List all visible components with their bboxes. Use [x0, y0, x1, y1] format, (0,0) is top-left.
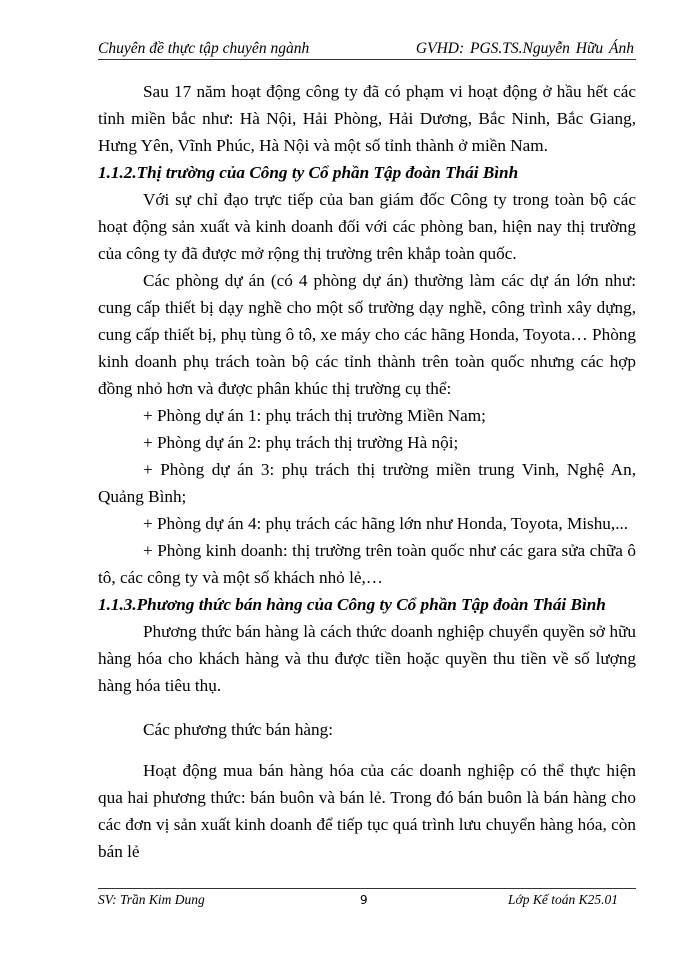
paragraph-sales-methods-intro: Các phương thức bán hàng:	[143, 720, 334, 739]
list-item-project-dept-2: + Phòng dự án 2: phụ trách thị trường Hà nội;	[143, 433, 459, 452]
page-body	[98, 78, 636, 865]
list-item-project-dept-1: + Phòng dự án 1: phụ trách thị trường Miền Nam;	[143, 406, 486, 425]
list-item-project-dept-3: + Phòng dự án 3: phụ trách thị trường miền trung Vinh, Nghệ An, Quảng Bình;	[98, 460, 636, 506]
page-number: 9	[360, 893, 368, 907]
header-supervisor: GVHD: PGS.TS.Nguyễn Hữu Ánh	[415, 40, 634, 57]
paragraph-sales-method-definition: Phương thức bán hàng là cách thức doanh nghiệp chuyển quyền sở hữu hàng hóa cho khách hàng và thu được tiền hoặc quyền thu tiền về số lượng hàng hóa tiêu thụ.	[98, 622, 636, 695]
paragraph-wholesale-retail: Hoạt động mua bán hàng hóa của các doanh nghiệp có thể thực hiện qua hai phương thức: bán buôn và bán lẻ. Trong đó bán buôn là bán hàng cho các đơn vị sản xuất kinh doanh để tiếp tục quá trình lưu chuyển hàng hóa, còn bán lẻ	[98, 761, 636, 861]
header-report-title: Chuyên đề thực tập chuyên ngành	[98, 40, 310, 57]
page-footer	[98, 888, 636, 907]
footer-student-name: SV: Trần Kim Dung	[98, 892, 205, 907]
list-item-sales-dept: + Phòng kinh doanh: thị trường trên toàn quốc như các gara sửa chữa ô tô, các công ty và một số khách nhỏ lẻ,…	[98, 541, 636, 587]
footer-class-name: Lớp Kế toán K25.01	[508, 892, 618, 907]
section-heading-1-1-2: 1.1.2.Thị trường của Công ty Cổ phần Tập đoàn Thái Bình	[98, 163, 519, 182]
section-heading-1-1-3: 1.1.3.Phương thức bán hàng của Công ty Cổ phần Tập đoàn Thái Bình	[98, 595, 606, 614]
paragraph-project-departments: Các phòng dự án (có 4 phòng dự án) thường làm các dự án lớn như: cung cấp thiết bị dạy nghề cho một số trường dạy nghề, công trình xây dựng, cung cấp thiết bị, phụ tùng ô tô, xe máy cho các hãng Honda, Toyota… Phòng kinh doanh phụ trách toàn bộ các tỉnh thành trên toàn quốc nhưng các hợp đồng nhỏ hơn và được phân khúc thị trường cụ thể:	[98, 271, 636, 398]
page-header	[98, 40, 636, 60]
list-item-project-dept-4: + Phòng dự án 4: phụ trách các hãng lớn như Honda, Toyota, Mishu,...	[143, 514, 629, 533]
paragraph-market-direction: Với sự chỉ đạo trực tiếp của ban giám đốc Công ty trong toàn bộ các hoạt động sản xuất và kinh doanh đối với các phòng ban, hiện nay thị trường của công ty đã được mở rộng thị trường trên khắp toàn quốc.	[98, 190, 636, 263]
paragraph-operations-scope: Sau 17 năm hoạt động công ty đã có phạm vi hoạt động ở hầu hết các tỉnh miền bắc như: Hà Nội, Hải Phòng, Hải Dương, Bắc Ninh, Bắc Giang, Hưng Yên, Vĩnh Phúc, Hà Nội và một số tỉnh thành ở miền Nam.	[98, 82, 636, 155]
